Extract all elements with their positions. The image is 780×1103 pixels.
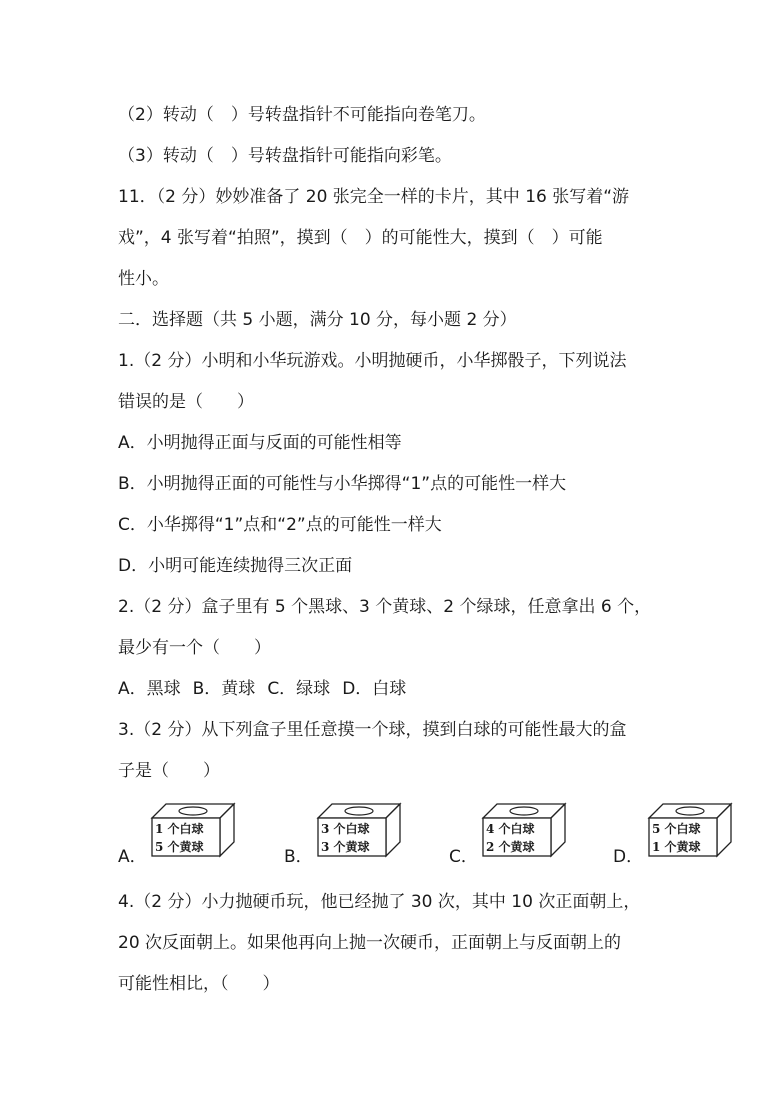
box-d-white-count: 5 个白球 [652,822,701,836]
mc2-line2: 最少有一个（ ） [118,638,271,658]
box-c-white-count: 4 个白球 [486,822,535,836]
box-b-yellow-count: 3 个黄球 [321,840,370,854]
mc3-box-option-c [449,800,579,870]
ball-box-b-icon [314,800,404,860]
mc3-box-letter-d: D． [613,847,644,867]
q11-line1: 11．（2 分）妙妙准备了 20 张完全一样的卡片，其中 16 张写着“游 [118,187,630,207]
mc1-line1: 1.（2 分）小明和小华玩游戏。小明抛硬币，小华掷骰子，下列说法 [118,351,627,371]
mc2-option-a: A．黑球 [118,679,181,699]
ball-box-c-icon [479,800,569,860]
q11-line3: 性小。 [118,269,169,289]
box-b-white-count: 3 个白球 [321,822,370,836]
mc2-option-d: D．白球 [342,679,407,699]
box-c-yellow-count: 2 个黄球 [486,840,535,854]
mc4-line3: 可能性相比，（ ） [118,974,280,994]
mc1-option-c: C．小华掷得“1”点和“2”点的可能性一样大 [118,515,442,535]
mc3-box-letter-a: A． [118,847,147,867]
box-d-yellow-count: 1 个黄球 [652,840,701,854]
mc3-line2: 子是（ ） [118,761,220,781]
mc1-option-a: A．小明抛得正面与反面的可能性相等 [118,433,402,453]
q10-part3: （3）转动（ ）号转盘指针可能指向彩笔。 [118,146,452,166]
mc3-box-letter-c: C． [449,847,478,867]
section-heading: 二．选择题（共 5 小题，满分 10 分，每小题 2 分） [118,310,517,330]
mc3-box-option-d [613,800,753,870]
box-a-yellow-count: 5 个黄球 [155,840,204,854]
ball-box-a-icon [148,800,238,860]
mc3-line1: 3.（2 分）从下列盒子里任意摸一个球，摸到白球的可能性最大的盒 [118,720,627,740]
mc1-option-d: D．小明可能连续抛得三次正面 [118,556,353,576]
mc3-box-letter-b: B． [284,847,313,867]
mc1-option-b: B．小明抛得正面的可能性与小华掷得“1”点的可能性一样大 [118,474,567,494]
mc2-options [118,678,418,700]
mc2-line1: 2.（2 分）盒子里有 5 个黑球、3 个黄球、2 个绿球，任意拿出 6 个， [118,597,652,617]
mc4-line2: 20 次反面朝上。如果他再向上抛一次硬币，正面朝上与反面朝上的 [118,933,622,953]
mc3-box-option-b [284,800,414,870]
mc4-line1: 4.（2 分）小力抛硬币玩，他已经抛了 30 次，其中 10 次正面朝上， [118,892,641,912]
q10-part2: （2）转动（ ）号转盘指针不可能指向卷笔刀。 [118,105,486,125]
box-a-white-count: 1 个白球 [155,822,204,836]
mc3-box-options [118,800,758,870]
ball-box-d-icon [645,800,735,860]
mc1-line2: 错误的是（ ） [118,392,254,412]
mc2-option-b: B．黄球 [192,679,256,699]
mc2-option-c: C．绿球 [267,679,331,699]
mc3-box-option-a [118,800,248,870]
q11-line2: 戏”，4 张写着“拍照”，摸到（ ）的可能性大，摸到（ ）可能 [118,228,603,248]
